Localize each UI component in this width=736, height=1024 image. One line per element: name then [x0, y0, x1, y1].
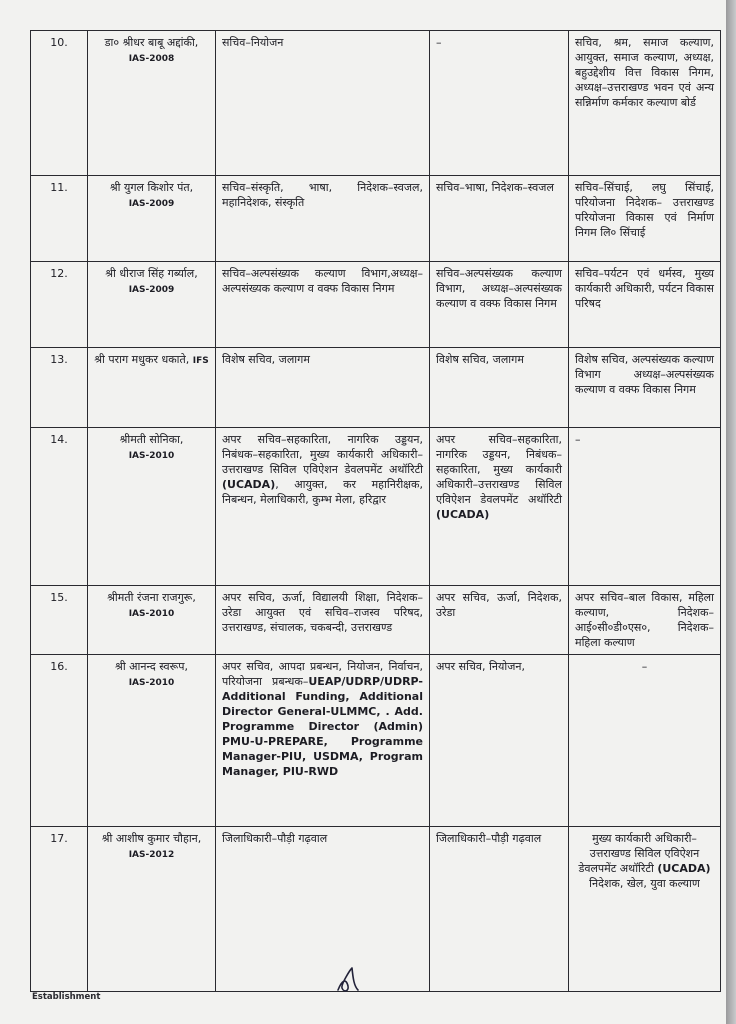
posting-text-tail: , आयुक्त, कर महानिरीक्षक, निबन्धन, मेलाधिकारी, कुम्भ मेला, हरिद्वार	[222, 478, 423, 506]
officer-name-cell	[88, 262, 216, 348]
serial-number: 13.	[31, 348, 88, 428]
current-posting	[216, 428, 430, 586]
officer-name: श्री धीराज सिंह गर्ब्याल,	[105, 267, 198, 280]
officer-name-cell	[88, 176, 216, 262]
serial-number: 10.	[31, 31, 88, 176]
retained-posting: सचिव–अल्पसंख्यक कल्याण विभाग, अध्यक्ष–अल्पसंख्यक कल्याण व वक्फ विकास निगम	[430, 262, 569, 348]
serial-number: 16.	[31, 655, 88, 827]
current-posting: विशेष सचिव, जलागम	[216, 348, 430, 428]
new-posting	[569, 827, 721, 992]
table-row	[31, 428, 721, 586]
table-row	[31, 827, 721, 992]
retained-posting: अपर सचिव, नियोजन,	[430, 655, 569, 827]
officer-name-cell	[88, 428, 216, 586]
new-posting: –	[569, 655, 721, 827]
new-posting: अपर सचिव–बाल विकास, महिला कल्याण, निदेशक–आई०सी०डी०एस०, निदेशक–महिला कल्याण	[569, 586, 721, 655]
current-posting: सचिव–अल्पसंख्यक कल्याण विभाग,अध्यक्ष–अल्पसंख्यक कल्याण व वक्फ विकास निगम	[216, 262, 430, 348]
table-row	[31, 262, 721, 348]
table-row	[31, 655, 721, 827]
posting-acronym: (UCADA)	[657, 862, 711, 875]
officer-name: श्री आनन्द स्वरूप,	[115, 660, 188, 673]
new-posting: सचिव–सिंचाई, लघु सिंचाई, परियोजना निदेशक– उत्तराखण्ड परियोजना विकास एवं निर्माण निगम लि० सिंचाई	[569, 176, 721, 262]
serial-number: 12.	[31, 262, 88, 348]
serial-number: 14.	[31, 428, 88, 586]
retained-posting: –	[430, 31, 569, 176]
current-posting	[216, 655, 430, 827]
officer-name-cell	[88, 348, 216, 428]
service-batch: IAS-2009	[128, 285, 175, 295]
service-batch: IAS-2008	[128, 54, 175, 64]
table-row	[31, 586, 721, 655]
posting-text: मुख्य कार्यकारी अधिकारी–उत्तराखण्ड सिविल एविऐशन डेवलपमेंट अथॉरिटी	[578, 832, 700, 875]
officer-name-cell	[88, 655, 216, 827]
current-posting: सचिव–संस्कृति, भाषा, निदेशक–स्वजल, महानिदेशक, संस्कृति	[216, 176, 430, 262]
serial-number: 15.	[31, 586, 88, 655]
retained-posting: विशेष सचिव, जलागम	[430, 348, 569, 428]
posting-acronym: (UCADA)	[436, 508, 490, 521]
signature	[330, 960, 370, 1000]
officer-name: श्री युगल किशोर पंत,	[109, 181, 194, 194]
posting-english-text: UEAP/UDRP/UDRP- Additional Funding, Additional Director General-ULMMC, . Add. Programme Director (Admin) PMU-U-PREPARE, Programme Manager-PIU, USDMA, Program Manager, PIU-RWD	[222, 675, 423, 778]
posting-text: अपर सचिव–सहकारिता, नागरिक उड्डयन, निबंधक–सहकारिता, मुख्य कार्यकारी अधिकारी–उत्तराखण्ड सिविल एविऐशन डेवलपमेंट अथॉरिटी	[436, 433, 562, 506]
service-batch: IAS-2009	[128, 199, 175, 209]
officer-name-cell	[88, 586, 216, 655]
current-posting: अपर सचिव, ऊर्जा, विद्यालयी शिक्षा, निदेशक–उरेडा आयुक्त एवं सचिव–राजस्व परिषद, उत्तराखण्ड, संचालक, चकबन्दी, उत्तराखण्ड	[216, 586, 430, 655]
table-row	[31, 176, 721, 262]
new-posting: विशेष सचिव, अल्पसंख्यक कल्याण विभाग अध्यक्ष–अल्पसंख्यक कल्याण व वक्फ विकास निगम	[569, 348, 721, 428]
posting-text: अपर सचिव, आपदा प्रबन्धन, नियोजन, निर्वाचन, परियोजना प्रबन्धक–	[222, 660, 423, 688]
current-posting: जिलाधिकारी–पौड़ी गढ़वाल	[216, 827, 430, 992]
serial-number: 17.	[31, 827, 88, 992]
serial-number: 11.	[31, 176, 88, 262]
officer-name-cell	[88, 827, 216, 992]
current-posting: सचिव–नियोजन	[216, 31, 430, 176]
officer-name: श्री पराग मधुकर धकाते,	[94, 353, 190, 366]
posting-acronym: (UCADA)	[222, 478, 276, 491]
officer-name: श्री आशीष कुमार चौहान,	[101, 832, 202, 845]
officer-name: श्रीमती रंजना राजगुरू,	[107, 591, 196, 604]
service-batch: IAS-2010	[128, 609, 175, 619]
officer-name: श्रीमती सोनिका,	[119, 433, 184, 446]
officer-name-cell	[88, 31, 216, 176]
posting-text-tail: निदेशक, खेल, युवा कल्याण	[589, 877, 700, 890]
retained-posting: जिलाधिकारी–पौड़ी गढ़वाल	[430, 827, 569, 992]
page-edge-shadow	[726, 0, 736, 1024]
service-batch: IAS-2010	[128, 451, 175, 461]
retained-posting	[430, 428, 569, 586]
service-batch: IAS-2012	[128, 850, 175, 860]
new-posting: सचिव–पर्यटन एवं धर्मस्व, मुख्य कार्यकारी अधिकारी, पर्यटन विकास परिषद	[569, 262, 721, 348]
officers-table	[30, 30, 721, 992]
new-posting: –	[569, 428, 721, 586]
posting-text: अपर सचिव–सहकारिता, नागरिक उड्डयन, निबंधक–सहकारिता, मुख्य कार्यकारी अधिकारी– उत्तराखण्ड सिविल एविऐशन डेवलपमेंट अथॉरिटी	[222, 433, 423, 476]
footer-label: Establishment	[32, 992, 101, 1002]
new-posting: सचिव, श्रम, समाज कल्याण, आयुक्त, समाज कल्याण, अध्यक्ष, बहुउद्देशीय वित्त विकास निगम, अध्यक्ष–उत्तराखण्ड भवन एवं अन्य सन्निर्माण कर्मकार कल्याण बोर्ड	[569, 31, 721, 176]
table-row	[31, 348, 721, 428]
officer-name: डा० श्रीधर बाबू अद्दांकी,	[104, 36, 199, 49]
service-batch: IAS-2010	[128, 678, 175, 688]
table-row	[31, 31, 721, 176]
retained-posting: अपर सचिव, ऊर्जा, निदेशक, उरेडा	[430, 586, 569, 655]
retained-posting: सचिव–भाषा, निदेशक–स्वजल	[430, 176, 569, 262]
service-batch: IFS	[192, 356, 209, 366]
